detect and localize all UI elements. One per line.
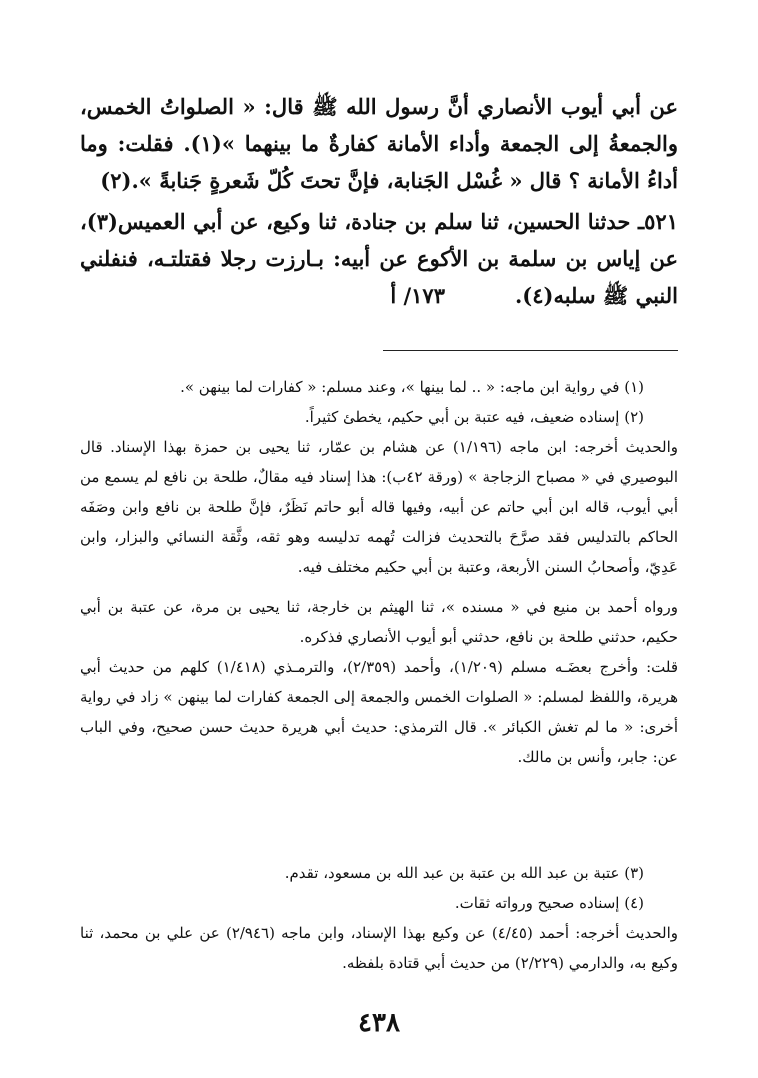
hadith-paragraph-2: [80, 203, 678, 314]
footnote-2-riwaya: ورواه أحمد بن منيع في « مسنده »، ثنا الهيثم بن خارجة، ثنا يحيى بن مرة، عن عتبة بن أبي حكيم، حدثني طلحة بن نافع، حدثني أبو أيوب الأنصاري فذكره.: [80, 598, 678, 646]
page-number: ٤٣٨: [358, 1008, 400, 1038]
footnote-2-qultu: قلت: وأخرج بعضَـه مسلم (١/٢٠٩)، وأحمد (٢/٣٥٩)، والترمـذي (١/٤١٨) كلهم من حديث أبي هريرة، واللفظ لمسلم: « الصلوات الخمس والجمعة إلى الجمعة كفارات لما بينهن » زاد في رواية أخرى: « ما لم تغش الكبائر ». قال الترمذي: حديث أبي هريرة حديث حسن صحيح، وفي الباب عن: جابر، وأنس بن مالك.: [80, 658, 678, 766]
main-text: [80, 88, 678, 314]
hadith-paragraph-1: عن أبي أيوب الأنصاري أنَّ رسول الله ﷺ قال: « الصلواتُ الخمس، والجمعةُ إلى الجمعة وأداء الأمانة كفارةٌ ما بينهما »(١). فقلت: وما أداءُ الأمانة ؟ قال « غُسْل الجَنابة، فإنَّ تحتَ كُلّ شَعرةٍ جَنابةً ».(٢): [80, 94, 678, 193]
footnotes-block-1: [80, 372, 678, 772]
hadith-521-text: ٥٢١ـ حدثنا الحسين، ثنا سلم بن جنادة، ثنا وكيع، عن أبي العميس(٣)، عن إياس بن سلمة بن الأكوع عن أبيه: بـارزت رجلا فقتلتـه، فنفلني النبي ﷺ سلبه(٤).: [80, 209, 678, 308]
footnote-3: (٣) عتبة بن عبد الله بن عتبة بن عبد الله بن مسعود، تقدم.: [284, 864, 644, 882]
footnote-2: (٢) إسناده ضعيف، فيه عتبة بن أبي حكيم، يخطئ كثيراً.: [304, 408, 644, 426]
footnote-2-takhrij: والحديث أخرجه: ابن ماجه (١/١٩٦) عن هشام بن عمّار، ثنا يحيى بن حمزة بهذا الإسناد. قال البوصيري في « مصباح الزجاجة » (ورقة ٤٢ب): هذا إسناد فيه مقالٌ، طلحة بن نافع لم يسمع من أبي أيوب، قاله ابن أبي حاتم عن أبيه، وفيها قاله أبو حاتم نَظَرٌ، فإنَّ طلحة بن نافع وابن وصَفَه الحاكم بالتدليس فقد صرَّحَ بالتحديث فزالت تُهمه تدليسه وهو ثقه، وثَّقة النسائي والبزار، وابن عَدِيّ، وأصحابُ السنن الأربعة، وعتبة بن أبي حكيم مختلف فيه.: [80, 438, 678, 576]
footnote-4: (٤) إسناده صحيح ورواته ثقات.: [454, 894, 644, 912]
footnotes-block-2: [80, 858, 678, 978]
folio-marker: ١٧٣/ أ: [390, 283, 445, 308]
footnote-1: (١) في رواية ابن ماجه: « .. لما بينها »، وعند مسلم: « كفارات لما بينهن ».: [180, 378, 644, 396]
footnote-separator: [383, 350, 678, 351]
footnote-4-takhrij: والحديث أخرجه: أحمد (٤/٤٥) عن وكيع بهذا الإسناد، وابن ماجه (٢/٩٤٦) عن علي بن محمد، ثنا وكيع به، والدارمي (٢/٢٢٩) من حديث أبي قتادة بلفظه.: [80, 924, 679, 972]
